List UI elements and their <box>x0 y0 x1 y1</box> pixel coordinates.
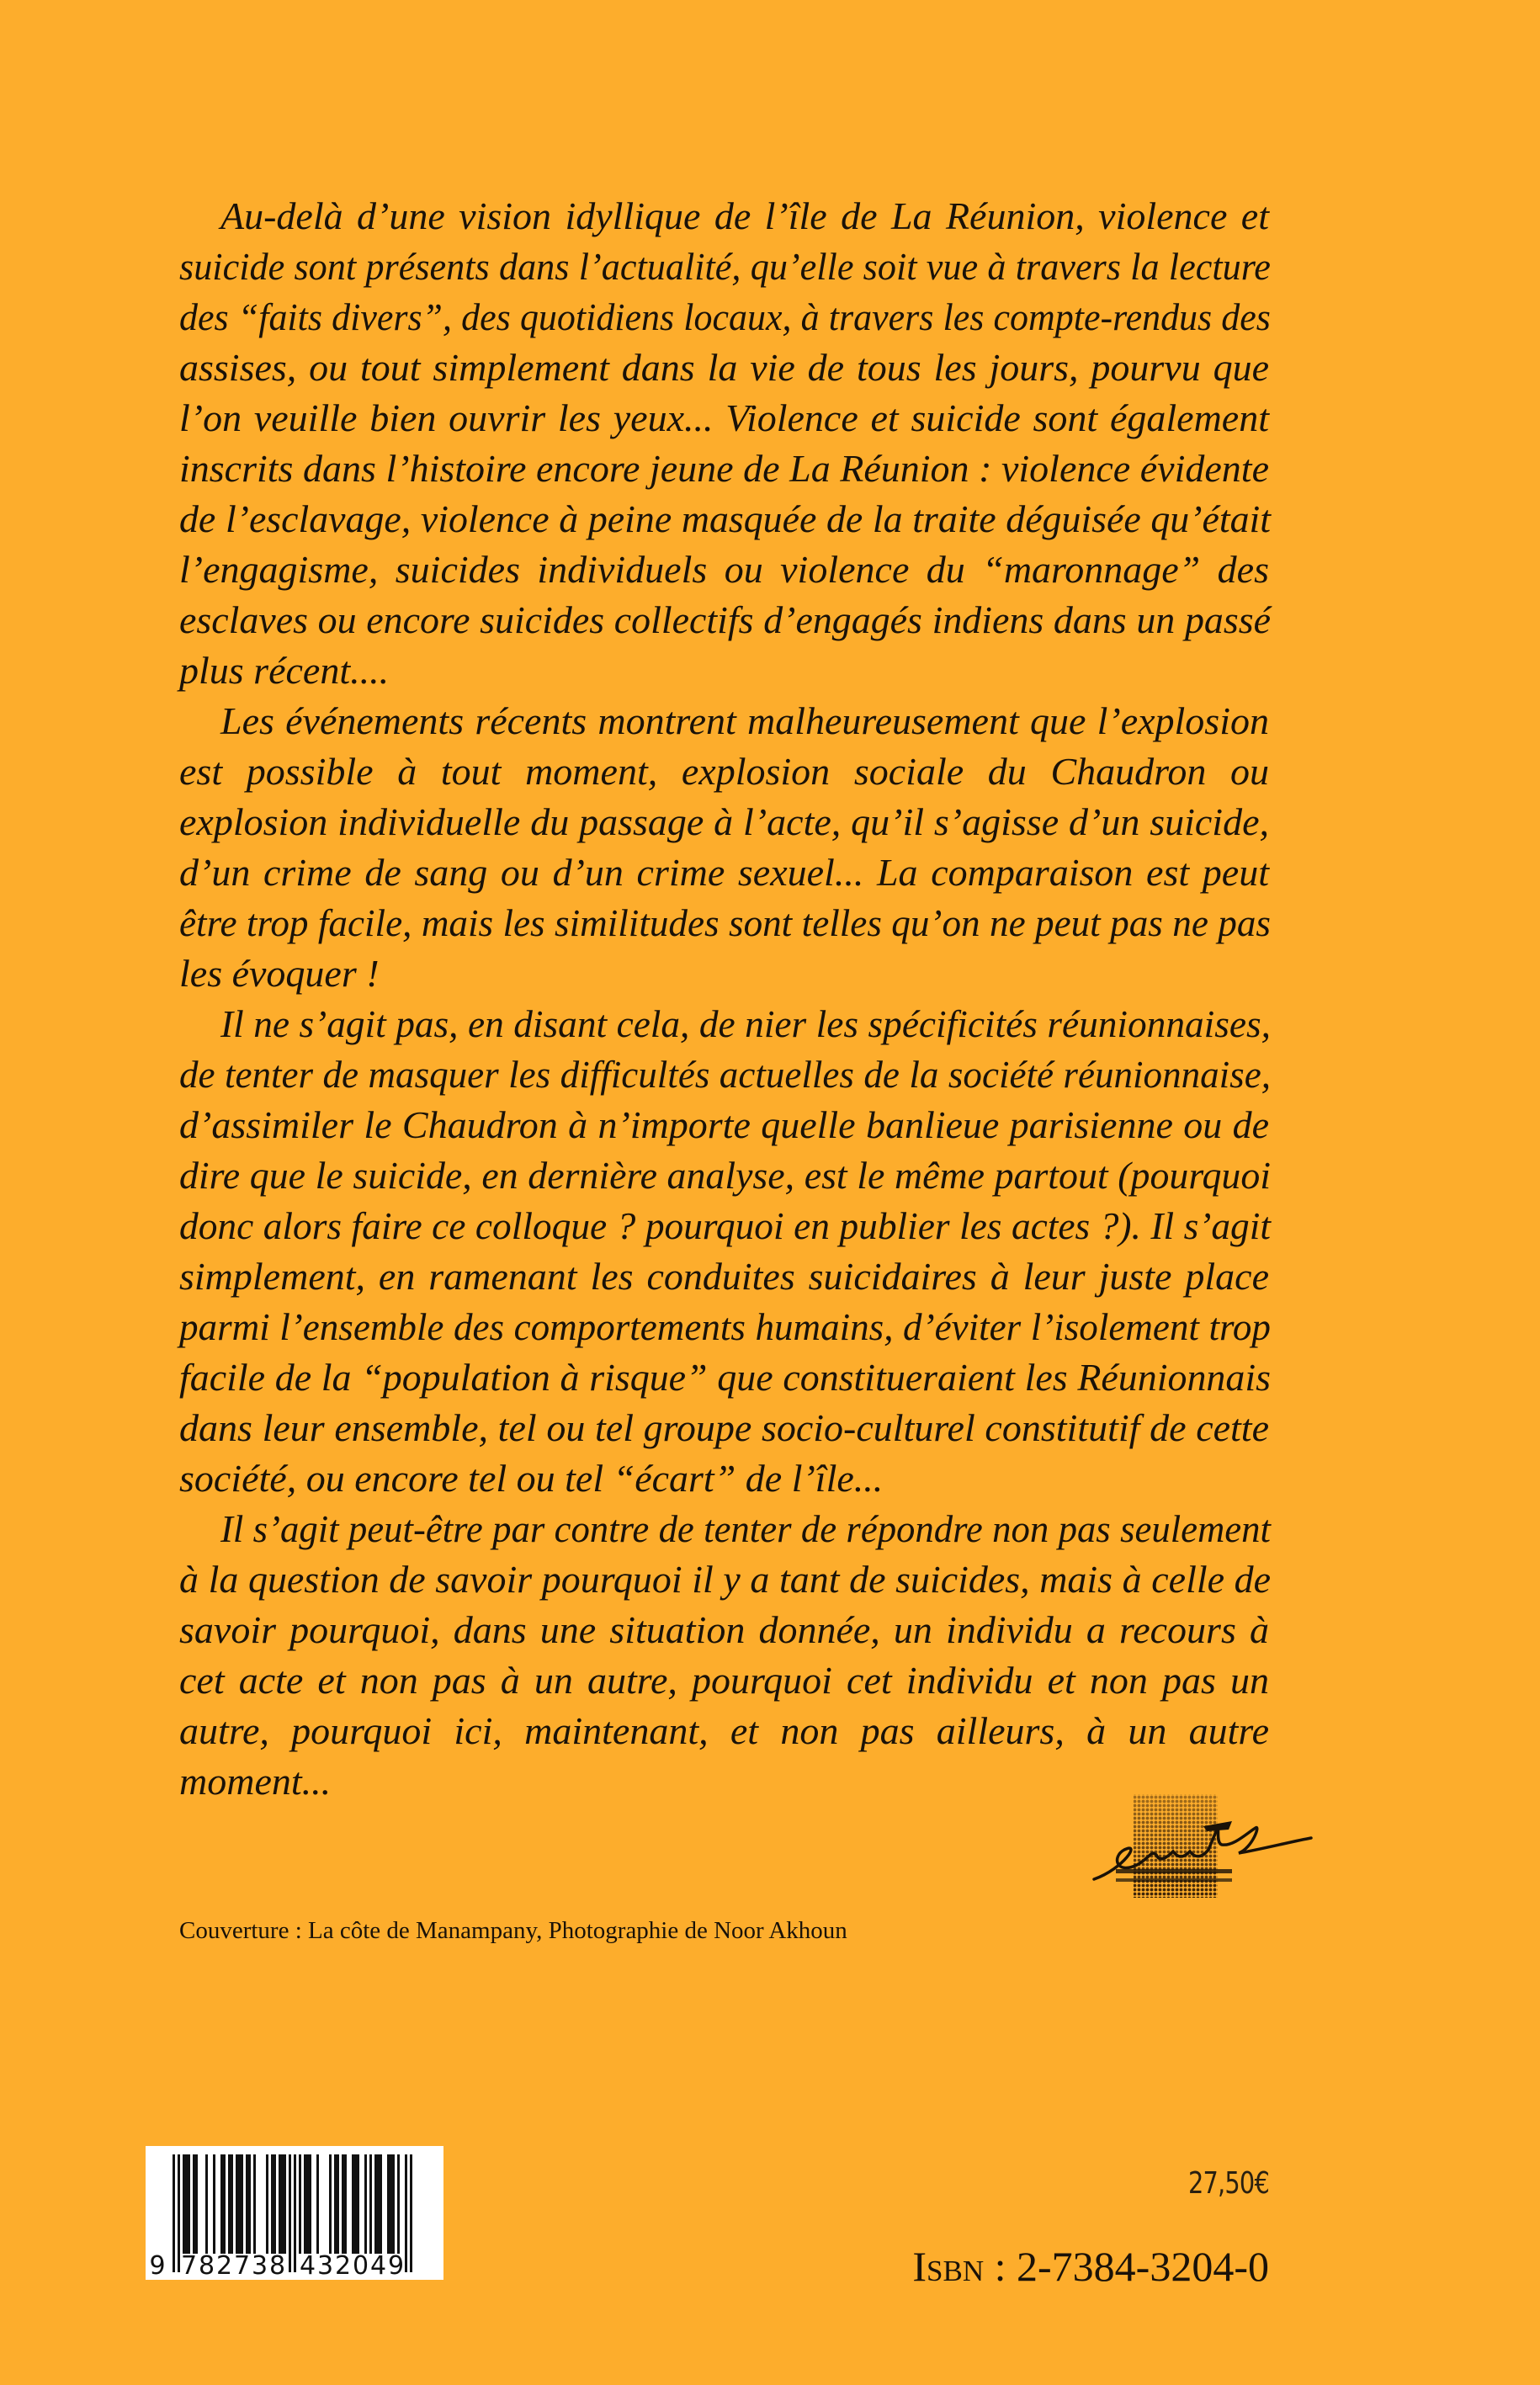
barcode-bar <box>306 2154 309 2254</box>
paragraph-line: est possible à tout moment, explosion sociale du Chaudron ou <box>179 750 1269 793</box>
barcode-bar <box>281 2154 284 2254</box>
paragraph-line: Au-delà d’une vision idyllique de l’île de La Réunion, violence et <box>220 194 1269 237</box>
barcode-digit: 0 <box>352 2251 369 2280</box>
barcode-bar <box>342 2154 344 2254</box>
barcode-bar <box>236 2154 238 2254</box>
paragraph-line: explosion individuelle du passage à l’acte, qu’il s’agisse d’un suicide, <box>179 800 1269 843</box>
paragraph-line: plus récent.... <box>179 649 390 692</box>
paragraph-line: les évoquer ! <box>179 952 380 995</box>
paragraph-line: d’un crime de sang ou d’un crime sexuel... La comparaison est peut <box>179 851 1269 894</box>
back-cover-blurb <box>179 191 1269 1807</box>
barcode-bar <box>390 2154 392 2254</box>
barcode-bar <box>178 2154 180 2272</box>
barcode-digit: 4 <box>299 2251 316 2280</box>
paragraph-line: être trop facile, mais les similitudes sont telles qu’on ne peut pas ne pas <box>179 901 1271 944</box>
paragraph-line: l’on veuille bien ouvrir les yeux... Violence et suicide sont également <box>179 396 1269 439</box>
barcode-bar <box>271 2154 273 2254</box>
paragraph-line: esclaves ou encore suicides collectifs d’engagés indiens dans un passé <box>179 598 1271 641</box>
paragraph-line: autre, pourquoi ici, maintenant, et non pas ailleurs, à un autre <box>179 1709 1269 1752</box>
barcode-digit: 3 <box>251 2251 268 2280</box>
isbn-barcode <box>146 2146 443 2280</box>
price: 27,50€ <box>1188 2166 1269 2201</box>
barcode-bar <box>352 2154 354 2254</box>
barcode-bar <box>294 2154 296 2272</box>
barcode-bar <box>387 2154 390 2254</box>
barcode-bar <box>364 2154 367 2254</box>
paragraph-line: dire que le suicide, en dernière analyse, est le même partout (pourquoi <box>179 1154 1271 1197</box>
barcode-bar <box>248 2154 251 2254</box>
barcode-bar <box>238 2154 241 2254</box>
barcode-bar <box>231 2154 233 2254</box>
barcode-digit: 2 <box>215 2251 233 2280</box>
barcode-bar <box>354 2154 357 2254</box>
barcode-digit: 7 <box>233 2251 251 2280</box>
paragraph-line: d’assimiler le Chaudron à n’importe quelle banlieue parisienne ou de <box>179 1103 1269 1146</box>
barcode-bar <box>329 2154 332 2254</box>
publisher-logo <box>1091 1791 1318 1902</box>
logo-halftone-square <box>1134 1794 1218 1898</box>
paragraph-line: dans leur ensemble, tel ou tel groupe socio-culturel constitutif de cette <box>179 1406 1269 1449</box>
barcode-bar <box>195 2154 198 2254</box>
paragraph-line: de tenter de masquer les difficultés actuelles de la société réunionnaise, <box>179 1053 1271 1096</box>
paragraph-line: Il s’agit peut-être par contre de tenter de répondre non pas seulement <box>220 1507 1271 1550</box>
paragraph-line: parmi l’ensemble des comportements humains, d’éviter l’isolement trop <box>179 1305 1271 1348</box>
barcode-bar <box>377 2154 380 2254</box>
paragraph-line: savoir pourquoi, dans une situation donnée, un individu a recours à <box>179 1608 1269 1651</box>
paragraph-line: des “faits divers”, des quotidiens locaux, à travers les compte-rendus des <box>179 295 1271 338</box>
barcode-bar <box>357 2154 359 2254</box>
barcode-bar <box>289 2154 291 2272</box>
barcode-bar <box>397 2154 400 2254</box>
isbn-number: Isbn : 2-7384-3204-0 <box>912 2243 1269 2290</box>
paragraph-line: l’engagisme, suicides individuels ou violence du “maronnage” des <box>179 548 1269 591</box>
barcode-bar <box>309 2154 311 2254</box>
cover-credit: Couverture : La côte de Manampany, Photographie de Noor Akhoun <box>179 1917 847 1944</box>
barcode-bar <box>223 2154 226 2254</box>
barcode-bar <box>213 2154 215 2254</box>
barcode-bar <box>337 2154 339 2254</box>
barcode-bar <box>185 2154 188 2254</box>
barcode-bar <box>183 2154 185 2254</box>
barcode-bar <box>273 2154 276 2254</box>
paragraph-line: assises, ou tout simplement dans la vie de tous les jours, pourvu que <box>179 346 1269 389</box>
barcode-bar <box>228 2154 231 2254</box>
paragraph-line: Les événements récents montrent malheureusement que l’explosion <box>220 699 1269 742</box>
paragraph-line: suicide sont présents dans l’actualité, qu’elle soit vue à travers la lecture <box>179 245 1271 288</box>
barcode-bar <box>344 2154 347 2254</box>
paragraph-line: facile de la “population à risque” que constitueraient les Réunionnais <box>179 1356 1271 1399</box>
barcode-digit: 9 <box>149 2251 166 2280</box>
barcode-bar <box>246 2154 248 2254</box>
barcode-bar <box>380 2154 382 2254</box>
paragraph-line: donc alors faire ce colloque ? pourquoi en publier les actes ?). Il s’agit <box>179 1204 1271 1247</box>
barcode-bar <box>334 2154 337 2254</box>
barcode-bar <box>205 2154 208 2254</box>
barcode-bar <box>220 2154 223 2254</box>
barcode-bar <box>266 2154 268 2254</box>
barcode-bar <box>405 2154 407 2272</box>
barcode-bar <box>241 2154 243 2254</box>
barcode-digit: 3 <box>316 2251 334 2280</box>
barcode-digit: 4 <box>369 2251 387 2280</box>
barcode-bar <box>299 2154 301 2254</box>
barcode-bar <box>304 2154 306 2254</box>
paragraph-line: de l’esclavage, violence à peine masquée de la traite déguisée qu’était <box>179 497 1271 540</box>
barcode-bar <box>188 2154 190 2254</box>
paragraph-line: Il ne s’agit pas, en disant cela, de nier les spécificités réunionnaises, <box>220 1002 1271 1045</box>
barcode-bar <box>193 2154 195 2254</box>
barcode-bar <box>369 2154 372 2254</box>
barcode-digit: 9 <box>387 2251 405 2280</box>
paragraph-line: cet acte et non pas à un autre, pourquoi cet individu et non pas un <box>179 1659 1269 1702</box>
barcode-bar <box>284 2154 286 2254</box>
barcode-bar <box>279 2154 281 2254</box>
paragraph-line: à la question de savoir pourquoi il y a tant de suicides, mais à celle de <box>179 1558 1271 1601</box>
barcode-bar <box>410 2154 412 2272</box>
paragraph-line: simplement, en ramenant les conduites suicidaires à leur juste place <box>179 1255 1269 1298</box>
barcode-digit: 8 <box>268 2251 286 2280</box>
barcode-bar <box>253 2154 256 2254</box>
barcode-bar <box>392 2154 395 2254</box>
barcode-bar <box>173 2154 175 2272</box>
barcode-bar <box>316 2154 319 2254</box>
barcode-digit: 8 <box>198 2251 215 2280</box>
barcode-digit: 2 <box>334 2251 352 2280</box>
paragraph-line: société, ou encore tel ou tel “écart” de l’île... <box>179 1457 884 1500</box>
barcode-bar <box>374 2154 377 2254</box>
paragraph-line: moment... <box>179 1760 332 1803</box>
barcode-digit: 7 <box>180 2251 198 2280</box>
paragraph-line: inscrits dans l’histoire encore jeune de La Réunion : violence évidente <box>179 447 1269 490</box>
